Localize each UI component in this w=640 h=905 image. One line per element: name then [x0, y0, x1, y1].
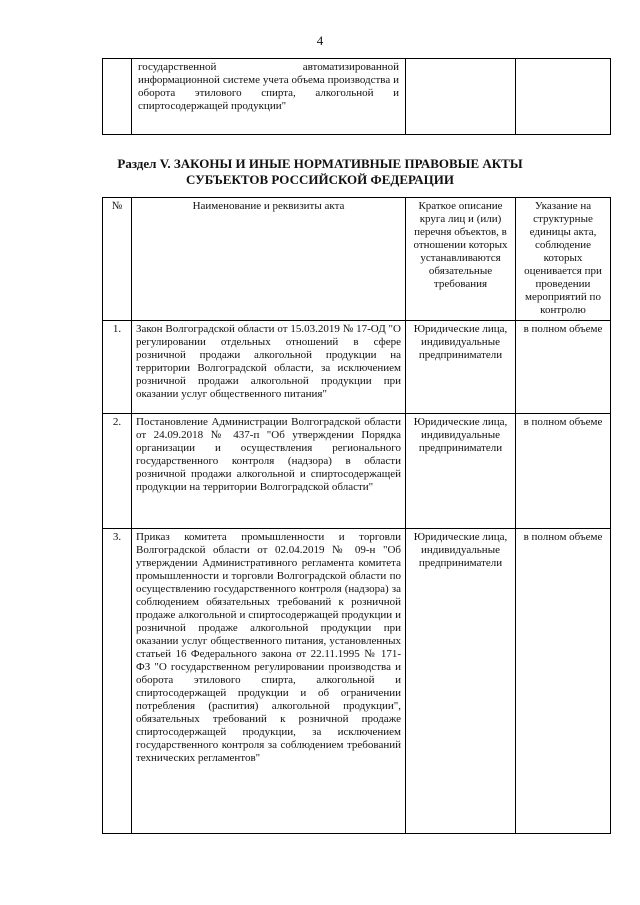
continuation-text-cell — [132, 59, 406, 135]
header-description: Краткое описание круга лиц и (или) перечня объектов, в отношении которых устанавливаются обязательные требования — [406, 198, 516, 321]
row-persons: Юридические лица, индивидуальные предприниматели — [406, 529, 516, 834]
row-persons: Юридические лица, индивидуальные предприниматели — [406, 414, 516, 529]
continuation-number-cell — [103, 59, 132, 135]
row-persons: Юридические лица, индивидуальные предприниматели — [406, 321, 516, 414]
row-number: 1. — [103, 321, 132, 414]
table-header-row — [103, 198, 611, 321]
acts-table — [102, 197, 611, 834]
row-act: Постановление Администрации Волгоградской области от 24.09.2018 № 437-п "Об утверждении Порядка организации и осуществления регионального государственного контроля (надзора) в области розничной продажи алкогольной и спиртосодержащей продукции на территории Волгоградской области" — [132, 414, 406, 529]
row-units: в полном объеме — [516, 321, 611, 414]
row-units: в полном объеме — [516, 414, 611, 529]
continuation-persons-cell — [406, 59, 516, 135]
section-title-line-1: Раздел V. ЗАКОНЫ И ИНЫЕ НОРМАТИВНЫЕ ПРАВОВЫЕ АКТЫ — [117, 156, 523, 171]
continuation-table — [102, 58, 611, 135]
table-row — [103, 529, 611, 834]
row-act: Приказ комитета промышленности и торговли Волгоградской области от 02.04.2019 № 09-н "Об утверждении Административного регламента комитета промышленности и торговли Волгоградской области по осуществлению государственного контроля (надзора) за соблюдением обязательных требований к розничной продаже алкогольной и спиртосодержащей продукции и розничной продаже алкогольной продукции при оказании услуг общественного питания, установленных статьей 16 Федерального закона от 22.11.1995 № 171-ФЗ "О государственном регулировании производства и оборота этилового спирта, алкогольной и спиртосодержащей продукции и об ограничении потребления (распития) алкогольной продукции", обязательных требований к розничной продаже спиртосодержащей продукции, за исключением государственного контроля за соблюдением требований технических регламентов" — [132, 529, 406, 834]
table-row — [103, 321, 611, 414]
section-title-line-2: СУБЪЕКТОВ РОССИЙСКОЙ ФЕДЕРАЦИИ — [186, 172, 454, 187]
continuation-text: государственной автоматизированной информационной системе учета объема производства и оборота этилового спирта, алкогольной и спиртосодержащей продукции" — [138, 61, 399, 112]
header-structural-units: Указание на структурные единицы акта, соблюдение которых оценивается при проведении мероприятий по контролю — [516, 198, 611, 321]
row-act: Закон Волгоградской области от 15.03.2019 № 17-ОД "О регулировании отдельных отношений в сфере розничной продажи алкогольной продукции на территории Волгоградской области, за исключением розничной продажи алкогольной продукции при оказании услуг общественного питания" — [132, 321, 406, 414]
page-number: 4 — [316, 33, 324, 48]
row-number: 2. — [103, 414, 132, 529]
row-number: 3. — [103, 529, 132, 834]
header-number: № — [103, 198, 132, 321]
table-row — [103, 414, 611, 529]
row-units: в полном объеме — [516, 529, 611, 834]
section-title — [0, 156, 640, 188]
continuation-units-cell — [516, 59, 611, 135]
continuation-row — [103, 59, 611, 135]
header-act-name: Наименование и реквизиты акта — [132, 198, 406, 321]
